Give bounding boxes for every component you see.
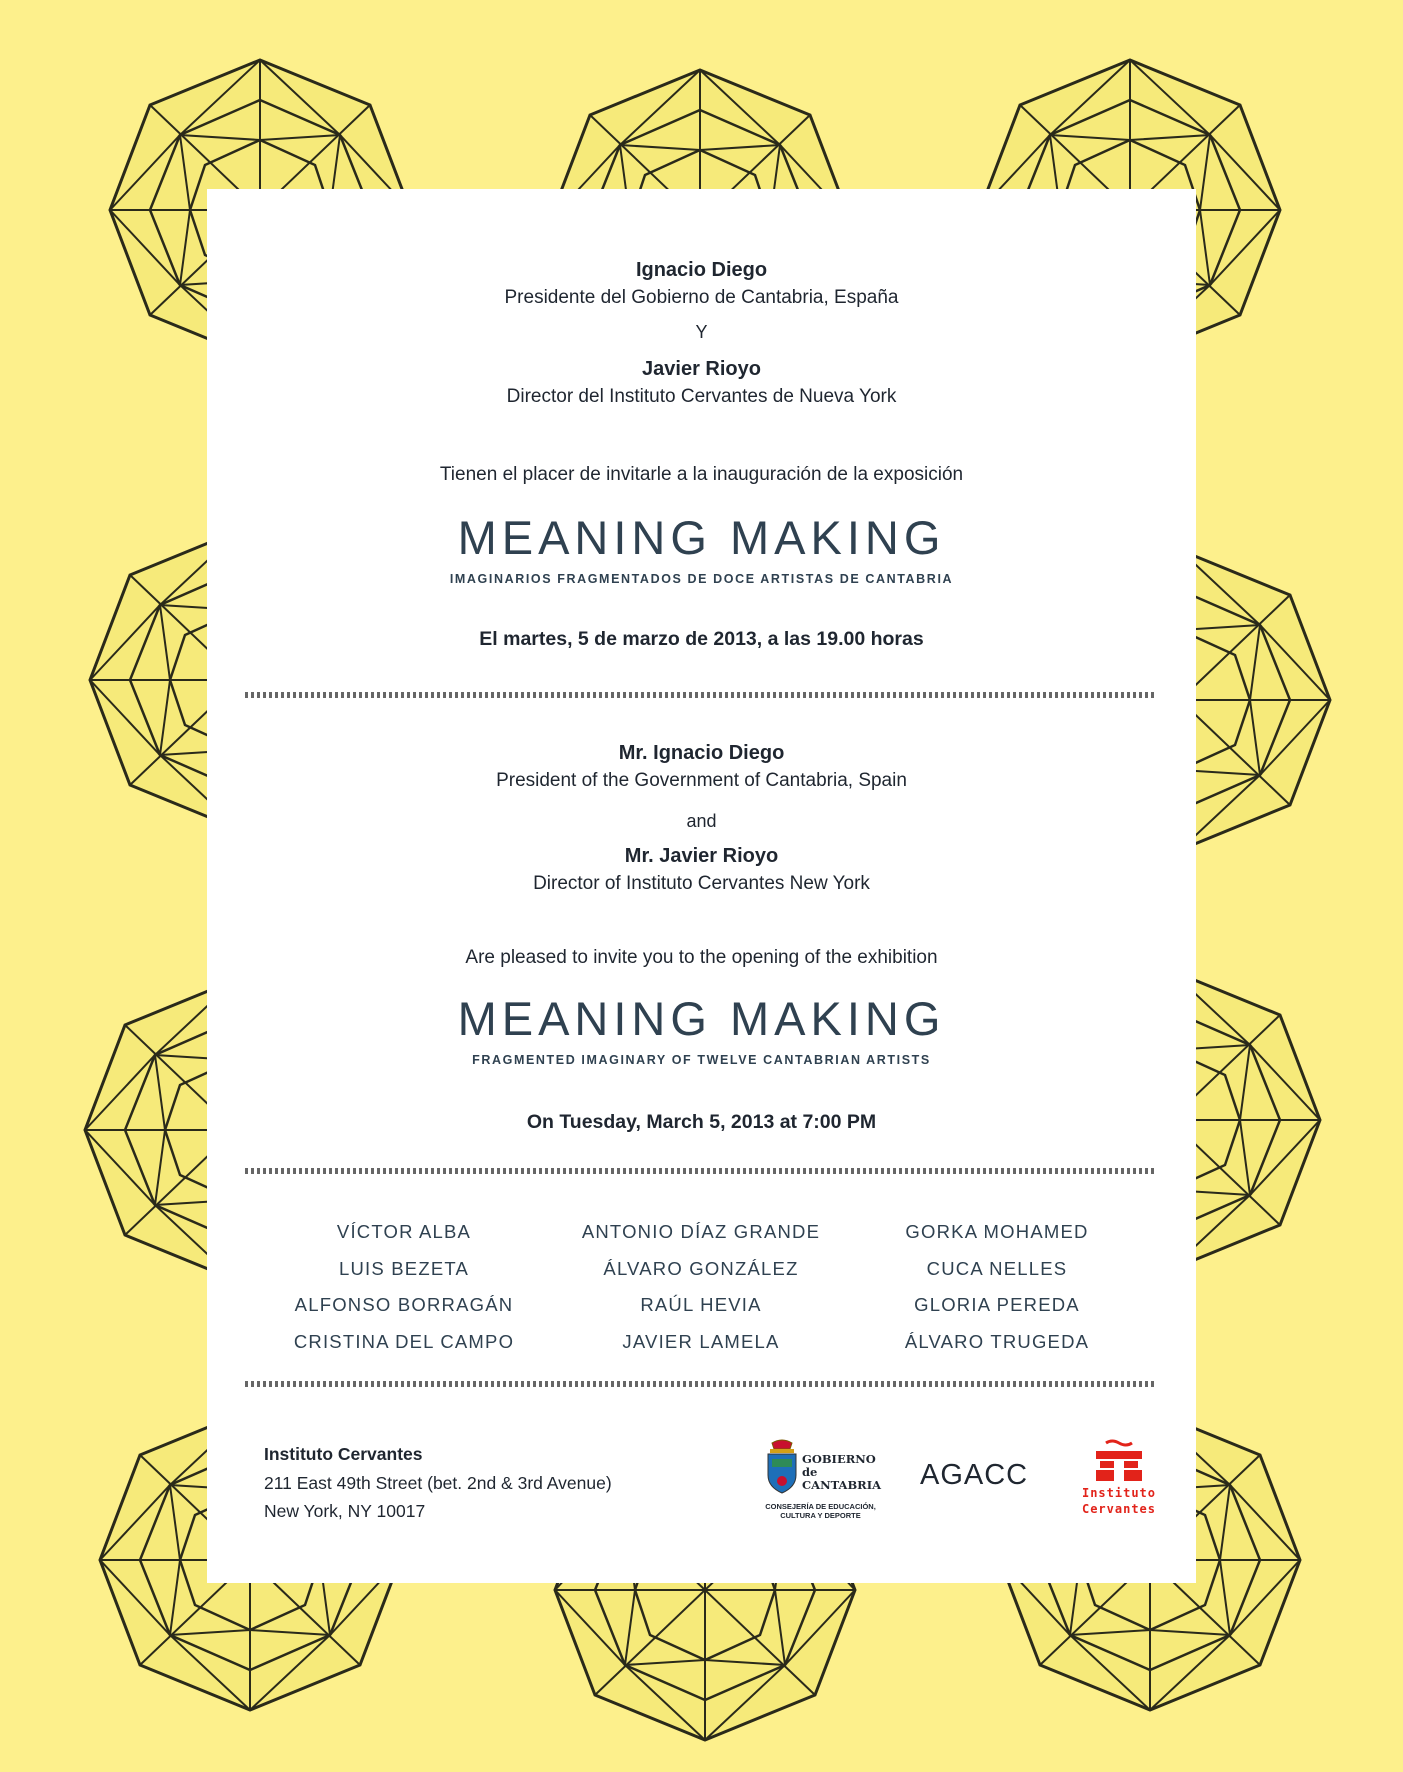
artist-name: ALFONSO BORRAGÁN [294,1294,514,1315]
agacc-logo: AGACC [920,1459,1029,1491]
artist-name: JAVIER LAMELA [622,1330,780,1352]
cervantes-line2: Cervantes [1081,1502,1157,1516]
conjunction-en: and [686,811,717,831]
host1-name-en: Mr. Ignacio Diego [618,742,785,764]
gobierno-name [802,1453,881,1492]
gobierno-department [758,1502,883,1520]
artists-column-2 [551,1214,851,1360]
exhibition-title-en: MEANING MAKING [457,992,946,1045]
exhibition-subtitle-es: IMAGINARIOS FRAGMENTADOS DE DOCE ARTISTAS DE CANTABRIA [449,572,954,586]
gobierno-cantabria-logo [758,1439,898,1529]
artist-name: GLORIA PEREDA [914,1294,1080,1315]
gobierno-sub1: CONSEJERÍA DE EDUCACIÓN, [765,1502,876,1511]
exhibition-subtitle-en: FRAGMENTED IMAGINARY OF TWELVE CANTABRIAN ARTISTS [472,1053,931,1067]
gobierno-line1: GOBIERNO [802,1452,876,1466]
exhibition-title-es: MEANING MAKING [457,511,946,564]
artist-name: GORKA MOHAMED [905,1221,1089,1242]
spanish-hosts [207,257,1196,410]
host2-name-en: Mr. Javier Rioyo [624,845,779,867]
english-hosts [207,740,1196,897]
artist-name: ÁLVARO GONZÁLEZ [603,1257,799,1279]
gobierno-line3: CANTABRIA [802,1478,882,1492]
artist-name: LUIS BEZETA [338,1257,470,1279]
host1-name-es: Ignacio Diego [635,259,768,281]
artist-name: VÍCTOR ALBA [336,1221,472,1242]
artist-name: CRISTINA DEL CAMPO [293,1330,515,1352]
artists-column-3 [847,1214,1147,1360]
gobierno-sub2: CULTURA Y DEPORTE [780,1511,861,1520]
host2-role-en: Director of Instituto Cervantes New York [533,873,870,894]
conjunction-es: Y [695,322,708,342]
event-date-en: On Tuesday, March 5, 2013 at 7:00 PM [526,1111,877,1133]
instituto-cervantes-logo [1069,1439,1169,1534]
venue-city: New York, NY 10017 [264,1501,426,1521]
artist-name: ÁLVARO TRUGEDA [904,1330,1090,1352]
artist-name: ANTONIO DÍAZ GRANDE [581,1221,821,1242]
venue-street: 211 East 49th Street (bet. 2nd & 3rd Avenue) [264,1472,612,1493]
divider-1 [245,690,1157,700]
host1-role-en: President of the Government of Cantabria, Spain [496,770,907,791]
invitation-card [207,189,1196,1583]
artist-name: CUCA NELLES [926,1257,1068,1279]
artists-column-1 [254,1214,554,1360]
host2-name-es: Javier Rioyo [642,358,761,380]
divider-3 [245,1379,1157,1389]
cervantes-name [1069,1485,1169,1517]
invitation-text-en: Are pleased to invite you to the opening of the exhibition [465,947,938,968]
venue-name: Instituto Cervantes [264,1444,423,1464]
divider-2 [245,1166,1157,1176]
host1-role-es: Presidente del Gobierno de Cantabria, España [504,287,899,308]
gobierno-line2: de [802,1465,818,1479]
cervantes-emblem-icon [1096,1439,1142,1483]
artist-name: RAÚL HEVIA [640,1294,762,1315]
coat-of-arms-icon [764,1439,800,1497]
event-date-es: El martes, 5 de marzo de 2013, a las 19.00 horas [479,628,924,650]
venue-address [264,1440,612,1526]
invitation-text-es: Tienen el placer de invitarle a la inauguración de la exposición [439,464,964,485]
cervantes-line1: Instituto [1081,1486,1157,1500]
host2-role-es: Director del Instituto Cervantes de Nueva York [506,386,897,407]
